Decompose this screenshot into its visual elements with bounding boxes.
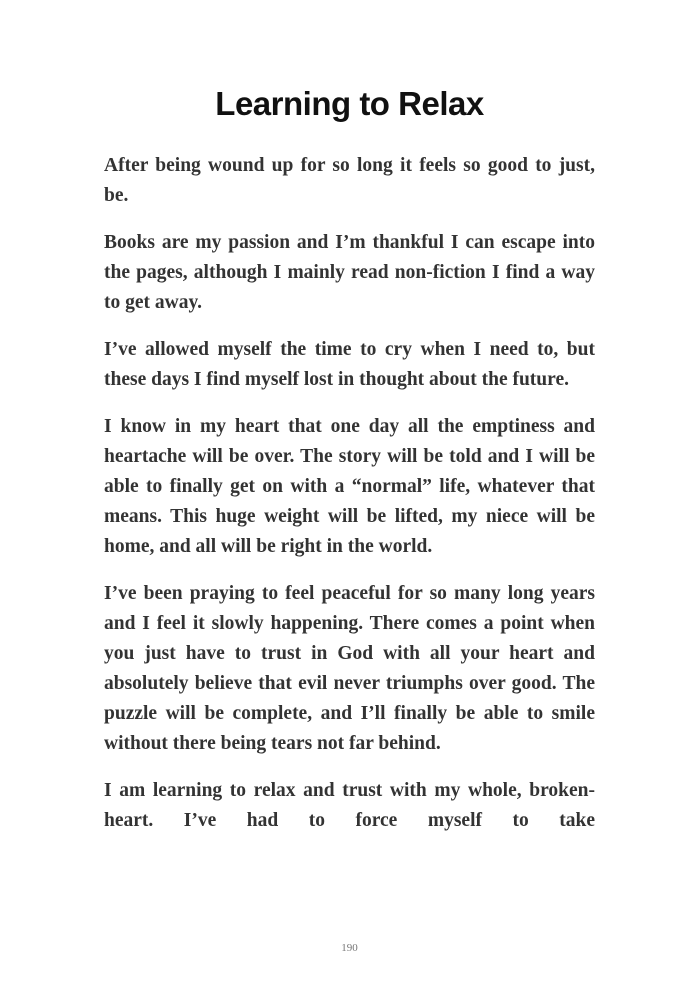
- paragraph: I know in my heart that one day all the emptiness and heartache will be over. The story will be told and I will be able to finally get on with a “normal” life, whatever that means. This huge weight will be lifted, my niece will be home, and all will be right in the world.: [104, 416, 595, 557]
- paragraph: After being wound up for so long it feels so good to just, be.: [104, 155, 595, 206]
- paragraph: Books are my passion and I’m thankful I can escape into the pages, although I mainly read non-fiction I find a way to get away.: [104, 232, 595, 313]
- paragraph: I’ve been praying to feel peaceful for so many long years and I feel it slowly happening. There comes a point when you just have to trust in God with all your heart and absolutely believe that evil never triumphs over good. The puzzle will be complete, and I’ll finally be able to smile without there being tears not far behind.: [104, 583, 595, 754]
- paragraph: I’ve allowed myself the time to cry when I need to, but these days I find myself lost in thought about the future.: [104, 339, 595, 390]
- page-number: 190: [341, 942, 358, 954]
- chapter-title: Learning to Relax: [215, 85, 484, 122]
- paragraph: I am learning to relax and trust with my whole, broken-heart. I’ve had to force myself to take: [104, 780, 595, 831]
- chapter-body: [104, 151, 595, 853]
